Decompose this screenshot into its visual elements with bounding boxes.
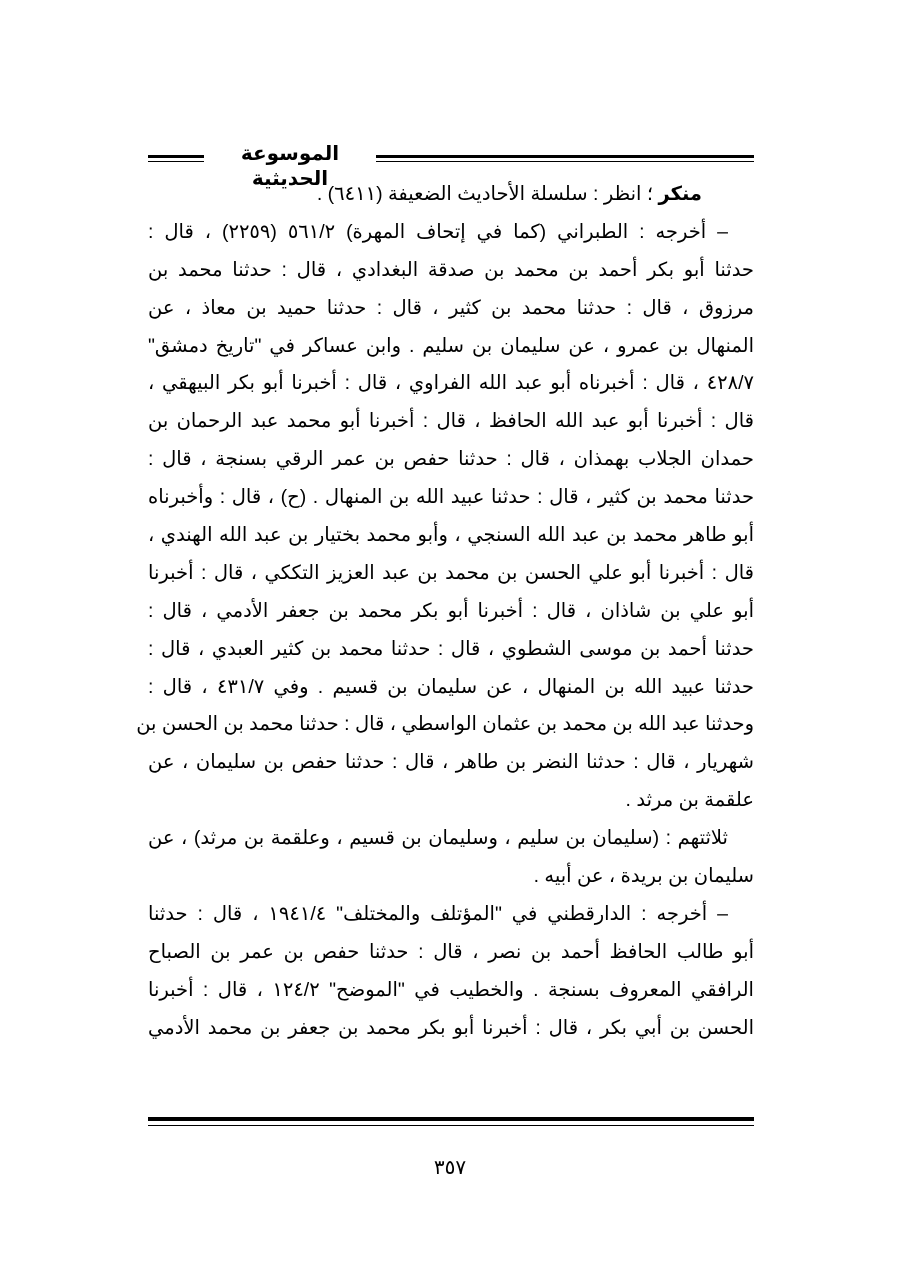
text-line: الحسن بن أبي بكر ، قال : أخبرنا أبو بكر محمد بن جعفر بن محمد الأدمي: [148, 1016, 754, 1039]
text-line: المنهال بن عمرو ، عن سليمان بن سليم . وابن عساكر في "تاريخ دمشق": [148, 334, 754, 357]
text-line: الرافقي المعروف بسنجة . والخطيب في "الموضح" ١٢٤/٢ ، قال : أخبرنا: [148, 978, 754, 1001]
text-line: وحدثنا عبد الله بن محمد بن عثمان الواسطي ، قال : حدثنا محمد بن الحسن بن: [136, 713, 754, 736]
header-title: الموسوعة الحديثية: [240, 143, 340, 190]
text-line: ٤٢٨/٧ ، قال : أخبرناه أبو عبد الله الفراوي ، قال : أخبرنا أبو بكر البيهقي ،: [148, 372, 754, 395]
footer-rule: [148, 1117, 754, 1126]
running-header: [148, 143, 754, 190]
text-line: [148, 176, 754, 214]
header-rule-right: [376, 155, 754, 162]
text-line: حدثنا أبو بكر أحمد بن محمد بن صدقة البغدادي ، قال : حدثنا محمد بن: [148, 258, 754, 281]
text-line: حدثنا أحمد بن موسى الشطوي ، قال : حدثنا محمد بن كثير العبدي ، قال :: [148, 637, 754, 660]
text-line: قال : أخبرنا أبو عبد الله الحافظ ، قال : أخبرنا أبو محمد عبد الرحمان بن: [148, 410, 754, 433]
verdict-label: منكر: [658, 183, 702, 205]
page-body: [136, 176, 754, 1047]
text-line: حدثنا محمد بن كثير ، قال : حدثنا عبيد الله بن المنهال . (ح) ، قال : وأخبرناه: [148, 486, 754, 509]
text-line: حدثنا عبيد الله بن المنهال ، عن سليمان بن قسيم . وفي ٤٣١/٧ ، قال :: [148, 675, 754, 698]
text-line: مرزوق ، قال : حدثنا محمد بن كثير ، قال : حدثنا حميد بن معاذ ، عن: [148, 296, 754, 319]
verdict-reference: ؛ انظر : سلسلة الأحاديث الضعيفة (٦٤١١) .: [316, 183, 659, 205]
header-rule-left: [148, 155, 204, 162]
text-line: شهريار ، قال : حدثنا النضر بن طاهر ، قال : حدثنا حفص بن سليمان ، عن: [148, 751, 754, 774]
text-line: سليمان بن بريدة ، عن أبيه .: [533, 865, 754, 888]
text-line: أبو طالب الحافظ أحمد بن نصر ، قال : حدثنا حفص بن عمر بن الصباح: [148, 940, 754, 963]
text-line: قال : أخبرنا أبو علي الحسن بن محمد بن عبد العزيز التككي ، قال : أخبرنا: [148, 561, 754, 584]
text-line: ثلاثتهم : (سليمان بن سليم ، وسليمان بن قسيم ، وعلقمة بن مرثد) ، عن: [148, 827, 728, 850]
text-line: – أخرجه : الطبراني (كما في إتحاف المهرة) ٥٦١/٢ (٢٢٥٩) ، قال :: [148, 220, 728, 243]
text-line: علقمة بن مرثد .: [625, 789, 754, 812]
text-line: – أخرجه : الدارقطني في "المؤتلف والمختلف" ١٩٤١/٤ ، قال : حدثنا: [148, 902, 728, 925]
text-line: حمدان الجلاب بهمذان ، قال : حدثنا حفص بن عمر الرقي بسنجة ، قال :: [148, 448, 754, 471]
page-number: ٣٥٧: [433, 1157, 467, 1179]
text-line: أبو طاهر محمد بن عبد الله السنجي ، وأبو محمد بختيار بن عبد الله الهندي ،: [148, 524, 754, 547]
text-line: أبو علي بن شاذان ، قال : أخبرنا أبو بكر محمد بن جعفر الأدمي ، قال :: [148, 599, 754, 622]
